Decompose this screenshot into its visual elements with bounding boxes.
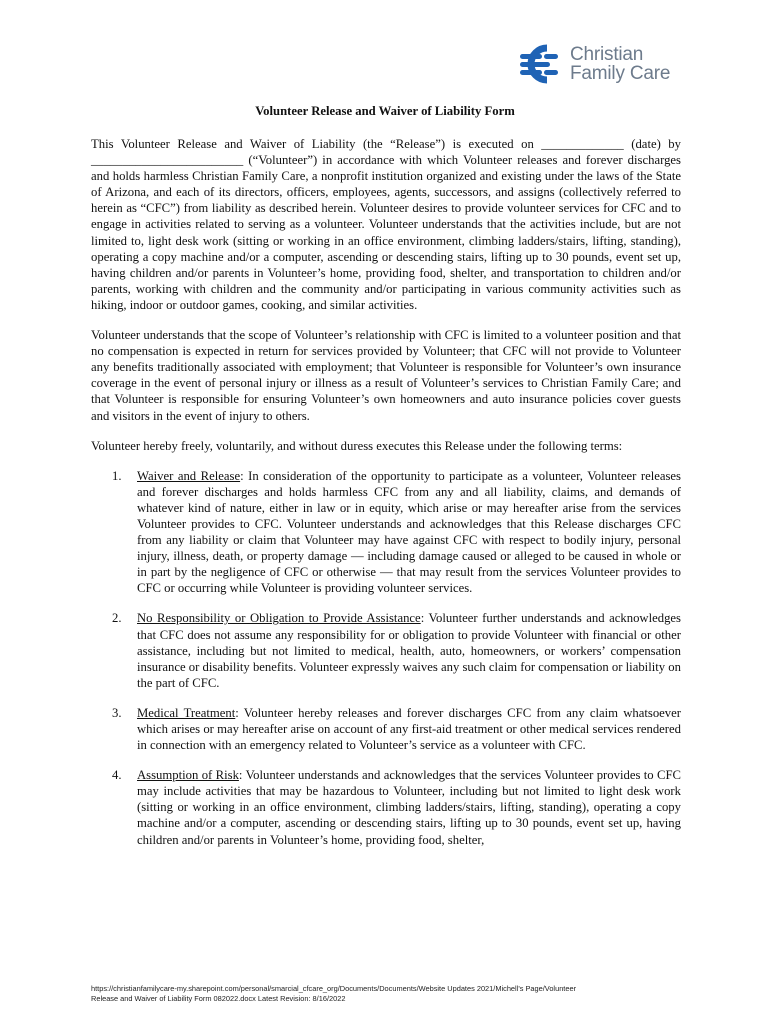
term-body: : Volunteer hereby releases and forever discharges CFC from any claim whatsoever which arises or may hereafter arise on account of any first-aid treatment or other medical services rendered in connection with an emergency related to Volunteer’s service as a volunteer with CFC. xyxy=(137,705,682,753)
terms-intro-paragraph: Volunteer hereby freely, voluntarily, and without duress executes this Release under the following terms: xyxy=(91,438,623,453)
document-title: Volunteer Release and Waiver of Liability Form xyxy=(255,104,515,118)
document-footer xyxy=(91,984,691,1004)
logo-wordmark xyxy=(570,45,670,83)
term-number: 3. xyxy=(112,705,122,720)
term-body: : Volunteer further understands and acknowledges that CFC does not assume any responsibility for or obligation to provide Volunteer with financial or other assistance, including but not limited to medical, health, auto, homeowners, or workers’ compensation insurance or disability benefits. Volunteer expressly waives any such claim for compensation or liability on the part of CFC. xyxy=(137,611,681,690)
footer-revision: Release and Waiver of Liability Form 082022.docx Latest Revision: 8/16/2022 xyxy=(91,994,346,1003)
logo-line-2: Family Care xyxy=(570,63,671,84)
christian-family-care-logo xyxy=(514,44,670,84)
term-number: 1. xyxy=(112,468,122,483)
term-item xyxy=(91,767,681,847)
term-item xyxy=(91,468,681,597)
term-heading: No Responsibility or Obligation to Provide Assistance xyxy=(137,611,421,626)
term-number: 4. xyxy=(112,768,122,783)
footer-path: https://christianfamilycare-my.sharepoint.com/personal/smarcial_cfcare_org/Documents/Documents/Website Updates 2021/Michell's Page/Volunteer xyxy=(91,984,577,993)
term-heading: Medical Treatment xyxy=(137,705,236,720)
scope-paragraph: Volunteer understands that the scope of Volunteer’s relationship with CFC is limited to a volunteer position and that no compensation is expected in return for services provided by Volunteer; that CFC will not provide to Volunteer any benefits traditionally associated with employment; that Volunteer is responsible for Volunteer’s own insurance coverage in the event of personal injury or illness as a result of Volunteer’s services to Christian Family Care; and that Volunteer is responsible for ensuring Volunteer’s own homeowners and auto insurance policies cover guests and visitors in the event of injury to others. xyxy=(91,328,681,423)
term-item xyxy=(91,705,681,753)
term-heading: Waiver and Release xyxy=(137,468,241,483)
term-number: 2. xyxy=(112,611,122,626)
term-heading: Assumption of Risk xyxy=(137,768,239,783)
document-body xyxy=(91,136,681,862)
cfc-logo-icon xyxy=(514,44,564,84)
term-item xyxy=(91,610,681,690)
term-body: : Volunteer understands and acknowledges that the services Volunteer provides to CFC may include activities that may be hazardous to Volunteer, including but not limited to light desk work (sitting or working in an office environment, climbing ladders/stairs, lifting, standing), operating a copy machine and/or a computer, ascending or descending stairs, lifting up to 30 pounds, event set up, having children and/or parents in Volunteer’s home, providing food, shelter, xyxy=(137,768,682,847)
terms-list xyxy=(91,468,681,848)
logo-line-1: Christian xyxy=(570,44,644,65)
term-body: : In consideration of the opportunity to participate as a volunteer, Volunteer releases and forever discharges and holds harmless CFC from any and all liability, claims, and demands of whatever kind of nature, either in law or in equity, which arise or may hereafter arise from the services Volunteer provides to CFC. Volunteer understands and acknowledges that this Release discharges CFC from any liability or claim that Volunteer may have against CFC with respect to bodily injury, personal injury, illness, death, or property damage — including damage caused or alleged to be caused in whole or in part by the negligence of CFC or otherwise — that may result from the services Volunteer provides to CFC or occurring while Volunteer is providing volunteer services. xyxy=(137,468,681,596)
intro-paragraph: This Volunteer Release and Waiver of Liability (the “Release”) is executed on _____________ (date) by ________________________ (“Volunteer”) in accordance with which Volunteer releases and forever discharges and holds harmless Christian Family Care, a nonprofit institution organized and existing under the laws of the State of Arizona, and each of its directors, officers, employees, agents, successors, and assigns (collectively referred to herein as “CFC”) from liability as described herein. Volunteer desires to provide volunteer services for CFC and to engage in activities related to serving as a volunteer. Volunteer understands that the activities include, but are not limited to, light desk work (sitting or working in an office environment, climbing ladders/stairs, lifting, standing), operating a copy machine and/or a computer, ascending or descending stairs, lifting up to 30 pounds, event set up, having children and/or parents in Volunteer’s home, providing food, shelter, and transportation to children and/or parents, working with children and the community and/or participating in various community activities such as hiking, indoor or outdoor games, cooking, and similar activities. xyxy=(91,137,681,312)
